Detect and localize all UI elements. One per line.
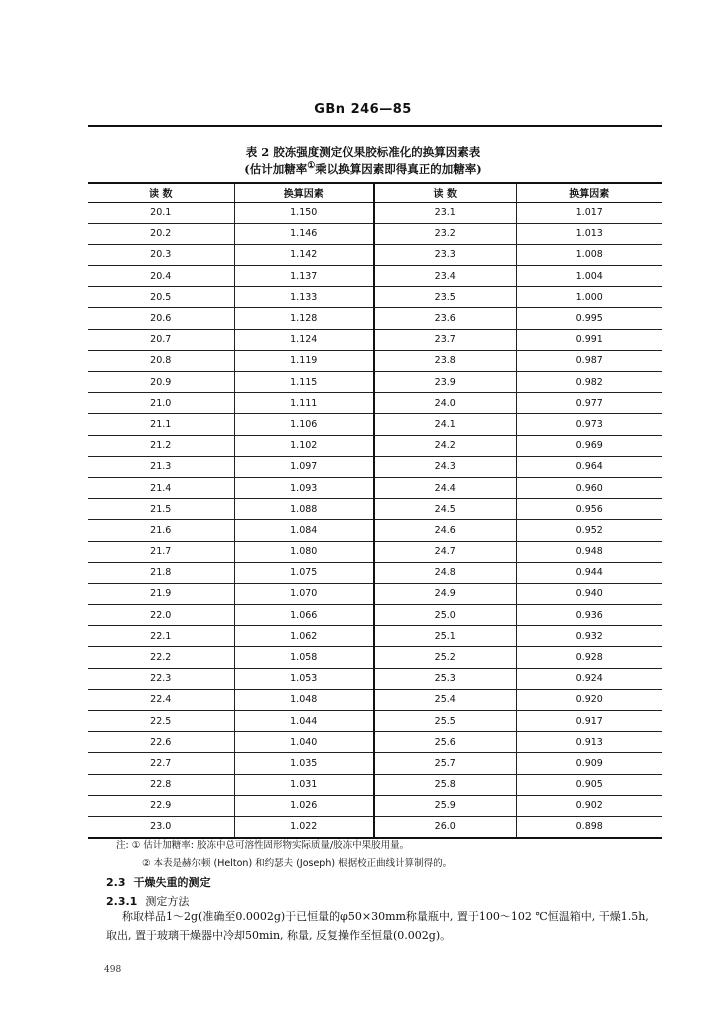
table-body — [88, 202, 662, 838]
subsection-number: 2.3.1 — [106, 895, 138, 908]
table-row — [88, 350, 662, 371]
table-row — [88, 583, 662, 604]
cell-factor-2: 0.948 — [516, 541, 662, 562]
note-2: ② 本表是赫尔顿 (Helton) 和约瑟夫 (Joseph) 根据校正曲线计算制得的。 — [142, 858, 453, 869]
table-row — [88, 605, 662, 626]
cell-factor-2: 0.924 — [516, 668, 662, 689]
cell-reading-1: 20.7 — [88, 329, 234, 350]
cell-reading-1: 22.6 — [88, 732, 234, 753]
table-header-row — [88, 183, 662, 202]
cell-reading-1: 22.0 — [88, 605, 234, 626]
cell-reading-1: 20.5 — [88, 287, 234, 308]
table-row — [88, 414, 662, 435]
table-row — [88, 372, 662, 393]
cell-reading-2: 24.0 — [374, 393, 516, 414]
cell-factor-1: 1.093 — [234, 477, 374, 498]
cell-reading-1: 21.7 — [88, 541, 234, 562]
cell-factor-2: 1.017 — [516, 202, 662, 223]
cell-reading-2: 23.3 — [374, 244, 516, 265]
cell-reading-2: 24.8 — [374, 562, 516, 583]
cell-reading-2: 25.0 — [374, 605, 516, 626]
header-reading-2: 读 数 — [374, 183, 516, 202]
cell-factor-2: 0.898 — [516, 816, 662, 837]
cell-reading-1: 21.5 — [88, 499, 234, 520]
cell-factor-1: 1.111 — [234, 393, 374, 414]
cell-reading-2: 25.3 — [374, 668, 516, 689]
cell-factor-1: 1.084 — [234, 520, 374, 541]
cell-reading-2: 23.9 — [374, 372, 516, 393]
table-row — [88, 266, 662, 287]
cell-factor-2: 0.956 — [516, 499, 662, 520]
table-row — [88, 223, 662, 244]
subcaption-pre: (估计加糖率 — [244, 162, 308, 176]
cell-reading-1: 20.3 — [88, 244, 234, 265]
cell-factor-1: 1.031 — [234, 774, 374, 795]
cell-reading-2: 24.1 — [374, 414, 516, 435]
table-row — [88, 308, 662, 329]
table-row — [88, 774, 662, 795]
cell-factor-1: 1.088 — [234, 499, 374, 520]
cell-reading-1: 20.4 — [88, 266, 234, 287]
cell-factor-2: 0.987 — [516, 350, 662, 371]
cell-reading-1: 22.4 — [88, 689, 234, 710]
cell-factor-1: 1.062 — [234, 626, 374, 647]
cell-factor-1: 1.124 — [234, 329, 374, 350]
cell-factor-2: 0.960 — [516, 477, 662, 498]
cell-factor-1: 1.119 — [234, 350, 374, 371]
cell-reading-2: 25.6 — [374, 732, 516, 753]
cell-factor-1: 1.137 — [234, 266, 374, 287]
cell-factor-2: 1.013 — [516, 223, 662, 244]
cell-factor-1: 1.022 — [234, 816, 374, 837]
header-factor-2: 换算因素 — [516, 183, 662, 202]
table-row — [88, 816, 662, 837]
cell-reading-1: 21.8 — [88, 562, 234, 583]
cell-reading-2: 25.1 — [374, 626, 516, 647]
section-number: 2.3 — [106, 876, 126, 889]
cell-factor-1: 1.058 — [234, 647, 374, 668]
header-rule — [88, 125, 662, 127]
cell-factor-1: 1.044 — [234, 711, 374, 732]
cell-reading-2: 23.4 — [374, 266, 516, 287]
cell-reading-2: 24.6 — [374, 520, 516, 541]
cell-factor-1: 1.066 — [234, 605, 374, 626]
cell-factor-2: 0.928 — [516, 647, 662, 668]
cell-reading-2: 25.8 — [374, 774, 516, 795]
cell-factor-1: 1.053 — [234, 668, 374, 689]
cell-reading-2: 24.4 — [374, 477, 516, 498]
table-row — [88, 541, 662, 562]
table-row — [88, 393, 662, 414]
cell-factor-1: 1.106 — [234, 414, 374, 435]
cell-factor-2: 0.977 — [516, 393, 662, 414]
cell-factor-2: 0.909 — [516, 753, 662, 774]
cell-factor-2: 0.940 — [516, 583, 662, 604]
cell-factor-2: 0.973 — [516, 414, 662, 435]
cell-reading-1: 20.2 — [88, 223, 234, 244]
cell-factor-1: 1.035 — [234, 753, 374, 774]
cell-reading-1: 21.0 — [88, 393, 234, 414]
cell-factor-1: 1.040 — [234, 732, 374, 753]
cell-factor-2: 0.944 — [516, 562, 662, 583]
table-row — [88, 456, 662, 477]
cell-factor-2: 0.905 — [516, 774, 662, 795]
cell-factor-1: 1.133 — [234, 287, 374, 308]
cell-factor-2: 0.991 — [516, 329, 662, 350]
cell-reading-1: 22.8 — [88, 774, 234, 795]
cell-reading-2: 25.5 — [374, 711, 516, 732]
cell-reading-2: 25.9 — [374, 795, 516, 816]
cell-factor-1: 1.080 — [234, 541, 374, 562]
cell-factor-2: 0.952 — [516, 520, 662, 541]
cell-reading-1: 22.3 — [88, 668, 234, 689]
cell-reading-1: 23.0 — [88, 816, 234, 837]
method-paragraph: 称取样品1～2g(准确至0.0002g)于已恒量的φ50×30mm称量瓶中, 置于100～102 ℃恒温箱中, 干燥1.5h, 取出, 置于玻璃干燥器中冷却50min, 称量, 反复操作至恒量(0.002g)。 — [106, 910, 649, 942]
cell-reading-2: 24.3 — [374, 456, 516, 477]
cell-reading-2: 24.5 — [374, 499, 516, 520]
table-row — [88, 244, 662, 265]
cell-reading-2: 23.6 — [374, 308, 516, 329]
table-row — [88, 732, 662, 753]
table-row — [88, 795, 662, 816]
cell-reading-1: 21.1 — [88, 414, 234, 435]
cell-reading-2: 24.9 — [374, 583, 516, 604]
cell-factor-1: 1.146 — [234, 223, 374, 244]
cell-reading-2: 23.5 — [374, 287, 516, 308]
cell-factor-1: 1.150 — [234, 202, 374, 223]
cell-reading-1: 20.9 — [88, 372, 234, 393]
table-row — [88, 499, 662, 520]
table-caption: 表 2 胶冻强度测定仪果胶标准化的换算因素表 — [245, 145, 481, 159]
footnote-marker: ① — [307, 161, 316, 172]
table-row — [88, 520, 662, 541]
header-factor-1: 换算因素 — [234, 183, 374, 202]
cell-factor-1: 1.075 — [234, 562, 374, 583]
cell-reading-2: 25.4 — [374, 689, 516, 710]
cell-reading-2: 23.7 — [374, 329, 516, 350]
cell-reading-1: 22.2 — [88, 647, 234, 668]
cell-reading-1: 20.8 — [88, 350, 234, 371]
cell-reading-1: 22.1 — [88, 626, 234, 647]
cell-reading-2: 23.1 — [374, 202, 516, 223]
cell-reading-2: 26.0 — [374, 816, 516, 837]
page-number: 498 — [104, 965, 122, 975]
cell-factor-1: 1.128 — [234, 308, 374, 329]
cell-reading-1: 21.4 — [88, 477, 234, 498]
subsection-title: 测定方法 — [145, 895, 190, 908]
cell-factor-2: 0.902 — [516, 795, 662, 816]
table-row — [88, 562, 662, 583]
cell-factor-2: 0.964 — [516, 456, 662, 477]
table-row — [88, 668, 662, 689]
cell-factor-2: 0.913 — [516, 732, 662, 753]
cell-reading-2: 25.7 — [374, 753, 516, 774]
cell-factor-2: 0.995 — [516, 308, 662, 329]
cell-factor-1: 1.026 — [234, 795, 374, 816]
conversion-factor-table — [88, 182, 662, 839]
table-row — [88, 647, 662, 668]
cell-reading-1: 21.3 — [88, 456, 234, 477]
header-reading-1: 读 数 — [88, 183, 234, 202]
note-1: 注: ① 估计加糖率: 胶冻中总可溶性固形物实际质量/胶冻中果胶用量。 — [116, 840, 410, 851]
cell-factor-2: 1.008 — [516, 244, 662, 265]
cell-reading-2: 24.7 — [374, 541, 516, 562]
table-row — [88, 202, 662, 223]
table-row — [88, 477, 662, 498]
table-subcaption — [0, 161, 726, 177]
cell-reading-2: 24.2 — [374, 435, 516, 456]
page-header-code: GBn 246—85 — [314, 102, 412, 117]
cell-factor-2: 0.932 — [516, 626, 662, 647]
cell-factor-2: 0.969 — [516, 435, 662, 456]
table-row — [88, 287, 662, 308]
table-row — [88, 626, 662, 647]
cell-reading-2: 23.8 — [374, 350, 516, 371]
cell-factor-1: 1.115 — [234, 372, 374, 393]
cell-reading-1: 22.7 — [88, 753, 234, 774]
section-title: 干燥失重的测定 — [133, 876, 211, 889]
cell-factor-1: 1.070 — [234, 583, 374, 604]
cell-reading-1: 21.6 — [88, 520, 234, 541]
cell-factor-2: 1.004 — [516, 266, 662, 287]
cell-reading-1: 21.2 — [88, 435, 234, 456]
cell-reading-2: 23.2 — [374, 223, 516, 244]
cell-reading-1: 21.9 — [88, 583, 234, 604]
table-row — [88, 329, 662, 350]
cell-reading-1: 20.1 — [88, 202, 234, 223]
cell-reading-2: 25.2 — [374, 647, 516, 668]
section-2-3-heading — [106, 874, 211, 890]
subcaption-post: 乘以换算因素即得真正的加糖率) — [315, 162, 482, 176]
cell-factor-2: 0.920 — [516, 689, 662, 710]
cell-factor-1: 1.142 — [234, 244, 374, 265]
table-row — [88, 753, 662, 774]
cell-factor-1: 1.102 — [234, 435, 374, 456]
cell-reading-1: 20.6 — [88, 308, 234, 329]
cell-factor-2: 0.936 — [516, 605, 662, 626]
cell-reading-1: 22.5 — [88, 711, 234, 732]
cell-factor-2: 1.000 — [516, 287, 662, 308]
table-row — [88, 435, 662, 456]
cell-factor-1: 1.048 — [234, 689, 374, 710]
cell-factor-2: 0.917 — [516, 711, 662, 732]
cell-factor-2: 0.982 — [516, 372, 662, 393]
table-row — [88, 711, 662, 732]
cell-reading-1: 22.9 — [88, 795, 234, 816]
table-row — [88, 689, 662, 710]
cell-factor-1: 1.097 — [234, 456, 374, 477]
